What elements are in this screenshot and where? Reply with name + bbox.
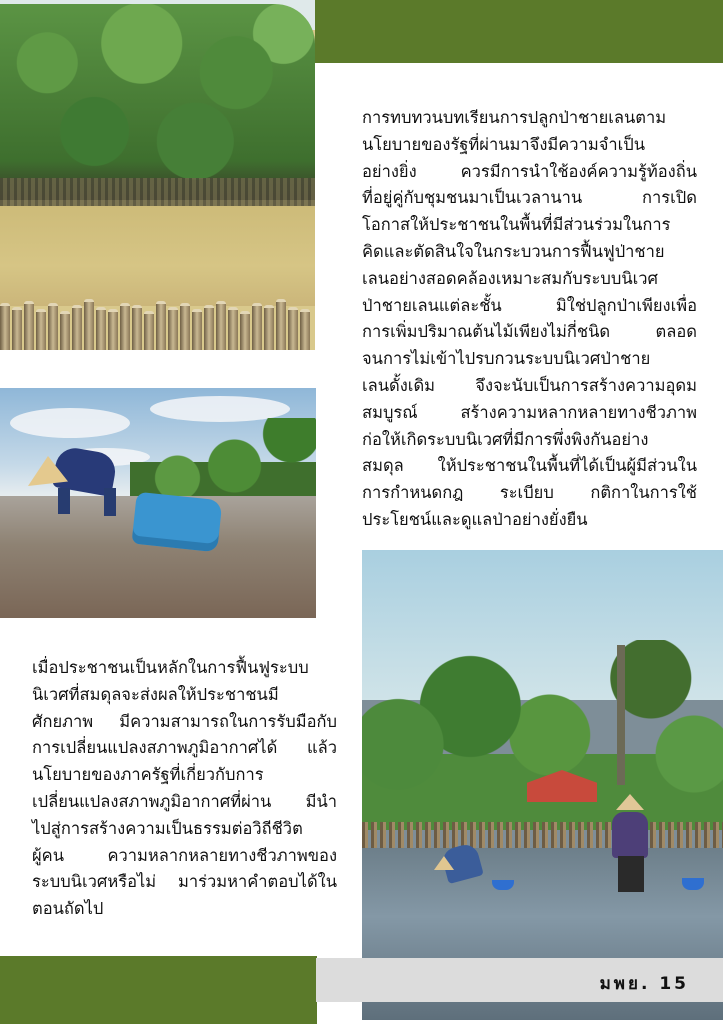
bottom-accent-bar <box>0 956 317 1024</box>
bamboo-post <box>24 301 34 350</box>
bamboo-post <box>72 305 82 350</box>
bamboo-post <box>276 299 286 350</box>
bamboo-post <box>96 307 106 350</box>
page-number-bar <box>316 958 723 1002</box>
bamboo-post <box>12 307 22 350</box>
paragraph-line: เปลี่ยนแปลงสภาพภูมิอากาศที่ผ่าน มีนำ <box>32 791 337 811</box>
paragraph-line: การทบทวนบทเรียนการปลูกป่าชายเลนตาม <box>362 108 667 127</box>
paragraph-mangrove-review <box>362 105 697 534</box>
bamboo-post <box>204 305 214 350</box>
bamboo-post <box>192 309 202 350</box>
bamboo-post <box>252 303 262 350</box>
paragraph-line: ตอนถัดไป <box>32 899 104 919</box>
bamboo-post <box>228 307 238 350</box>
paragraph-line: จนการไม่เข้าไปรบกวนระบบนิเวศป่าชาย <box>362 349 651 369</box>
paragraph-line: ประโยชน์และดูแลป่าอย่างยั่งยืน <box>362 509 588 529</box>
paragraph-line: โอกาสให้ประชาชนในพื้นที่มีส่วนร่วมในการ <box>362 215 671 235</box>
paragraph-line: ผู้คน ความหลากหลายทางชีวภาพของ <box>32 845 337 865</box>
paragraph-line: ศักยภาพ มีความสามารถในการรับมือกับ <box>32 711 337 731</box>
bamboo-post <box>216 301 226 350</box>
paragraph-line: สมบูรณ์ สร้างความหลากหลายทางชีวภาพ <box>362 402 697 422</box>
paragraph-line: คิดและตัดสินใจในกระบวนการฟื้นฟูป่าชาย <box>362 241 665 261</box>
paragraph-line: นิเวศที่สมดุลจะส่งผลให้ประชาชนมี <box>32 684 279 704</box>
paragraph-line: ไปสู่การสร้างความเป็นธรรมต่อวิถีชีวิต <box>32 818 303 838</box>
paragraph-line: สมดุล ให้ประชาชนในพื้นที่ได้เป็นผู้มีส่วนใน <box>362 456 697 476</box>
paragraph-line: นโยบายของภาครัฐที่เกี่ยวกับการ <box>32 765 264 785</box>
paragraph-community-restoration <box>32 655 337 923</box>
paragraph-line: เมื่อประชาชนเป็นหลักในการฟื้นฟูระบบ <box>32 658 309 677</box>
paragraph-line: อย่างยิ่ง ควรมีการนำใช้องค์ความรู้ท้องถิ่น <box>362 161 697 181</box>
paragraph-line: เลนดั้งเดิม จึงจะนับเป็นการสร้างความอุดม <box>362 375 697 395</box>
bamboo-post <box>168 307 178 350</box>
paragraph-line: การกำหนดกฎ ระเบียบ กติกาในการใช้ <box>362 483 697 503</box>
bamboo-post <box>132 305 142 350</box>
bamboo-post <box>60 311 70 350</box>
villagers-mudflat-photo <box>362 550 723 1020</box>
mudflat-worker-photo <box>0 388 316 618</box>
paragraph-line: การเพิ่มปริมาณต้นไม้เพียงไม่กี่ชนิด ตลอด <box>362 322 697 342</box>
bamboo-post <box>120 303 130 350</box>
bamboo-post <box>156 301 166 350</box>
bamboo-post <box>84 299 94 350</box>
bamboo-post <box>0 303 10 350</box>
paragraph-line: ก่อให้เกิดระบบนิเวศที่มีการพึ่งพิงกันอย่าง <box>362 429 649 449</box>
paragraph-line: ที่อยู่คู่กับชุมชนมาเป็นเวลานาน การเปิด <box>362 188 697 208</box>
paragraph-line: ระบบนิเวศหรือไม่ มาร่วมหาคำตอบได้ใน <box>32 872 337 892</box>
bamboo-post <box>288 307 298 350</box>
bamboo-post <box>264 305 274 350</box>
page-number: มพย. 15 <box>599 974 689 994</box>
bamboo-post <box>240 311 250 350</box>
bamboo-post <box>180 303 190 350</box>
paragraph-line: นโยบายของรัฐที่ผ่านมาจึงมีความจำเป็น <box>362 134 646 154</box>
bamboo-post <box>36 309 46 350</box>
paragraph-line: เลนอย่างสอดคล้องเหมาะสมกับระบบนิเวศ <box>362 268 659 288</box>
paragraph-line: ป่าชายเลนแต่ละชั้น มิใช่ปลูกป่าเพียงเพื่อ <box>362 295 697 315</box>
mangrove-photo <box>0 0 315 350</box>
bamboo-post <box>300 309 310 350</box>
bamboo-post <box>48 303 58 350</box>
bamboo-post <box>108 309 118 350</box>
bamboo-post <box>144 311 154 350</box>
paragraph-line: การเปลี่ยนแปลงสภาพภูมิอากาศได้ แล้ว <box>32 738 337 758</box>
